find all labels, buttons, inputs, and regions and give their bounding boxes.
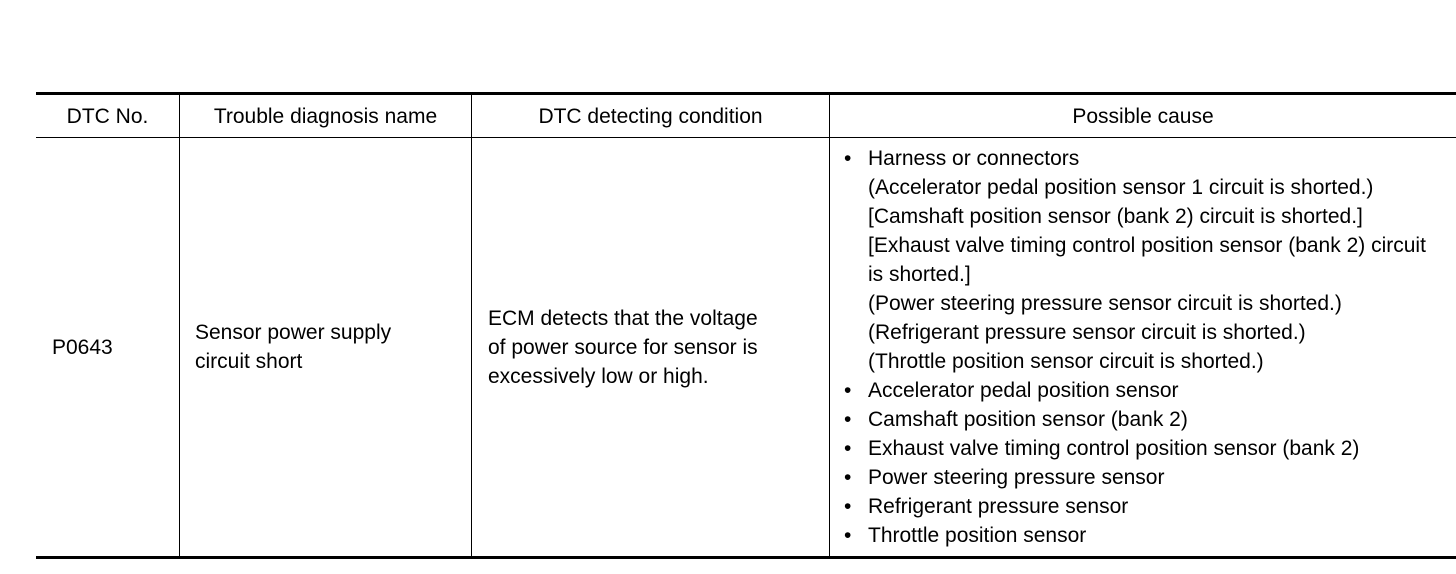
header-possible-cause: Possible cause <box>1072 104 1214 128</box>
cause-detail: (Refrigerant pressure sensor circuit is shorted.) <box>868 321 1306 344</box>
cause-label: Accelerator pedal position sensor <box>868 379 1179 402</box>
cause-detail: (Power steering pressure sensor circuit is shorted.) <box>868 292 1342 315</box>
table-row <box>36 138 1456 558</box>
cause-label: Refrigerant pressure sensor <box>868 495 1129 518</box>
cell-possible-cause <box>830 138 1456 558</box>
list-item <box>844 492 1456 521</box>
bullet-icon: • <box>844 147 852 170</box>
cause-detail: (Accelerator pedal position sensor 1 circuit is shorted.) <box>868 176 1374 199</box>
list-item <box>844 376 1456 405</box>
cause-detail: [Exhaust valve timing control position sensor (bank 2) circuit <box>868 234 1426 257</box>
condition-line: of power source for sensor is <box>488 335 758 359</box>
dtc-table <box>36 92 1456 559</box>
bullet-icon: • <box>844 437 852 460</box>
header-trouble-name: Trouble diagnosis name <box>180 94 472 138</box>
header-row <box>36 94 1456 138</box>
condition-line: excessively low or high. <box>488 364 709 388</box>
table-header <box>36 94 1456 138</box>
table-body <box>36 138 1456 558</box>
condition-line: ECM detects that the voltage <box>488 306 758 330</box>
list-item <box>844 463 1456 492</box>
cause-label: Exhaust valve timing control position sensor (bank 2) <box>868 437 1360 460</box>
list-item <box>844 434 1456 463</box>
cell-dtc-no: P0643 <box>36 138 180 558</box>
cell-trouble-name <box>180 138 472 558</box>
list-item <box>844 144 1456 376</box>
trouble-name-line: circuit short <box>195 350 303 373</box>
cause-detail: [Camshaft position sensor (bank 2) circuit is shorted.] <box>868 205 1363 228</box>
cause-label: Power steering pressure sensor <box>868 466 1165 489</box>
cause-label: Harness or connectors <box>868 147 1080 170</box>
trouble-name-line: Sensor power supply <box>195 321 392 344</box>
cause-detail: is shorted.] <box>868 263 971 286</box>
bullet-icon: • <box>844 466 852 489</box>
cell-detecting-condition <box>472 138 830 558</box>
cause-label: Throttle position sensor <box>868 524 1087 547</box>
header-detecting-condition: DTC detecting condition <box>472 94 830 138</box>
bullet-icon: • <box>844 495 852 518</box>
bullet-icon: • <box>844 524 852 547</box>
header-dtc-no: DTC No. <box>36 94 180 138</box>
cause-label: Camshaft position sensor (bank 2) <box>868 408 1188 431</box>
list-item <box>844 405 1456 434</box>
bullet-icon: • <box>844 379 852 402</box>
bullet-icon: • <box>844 408 852 431</box>
list-item <box>844 521 1456 550</box>
possible-cause-list <box>844 144 1456 550</box>
cause-detail: (Throttle position sensor circuit is shorted.) <box>868 350 1264 373</box>
